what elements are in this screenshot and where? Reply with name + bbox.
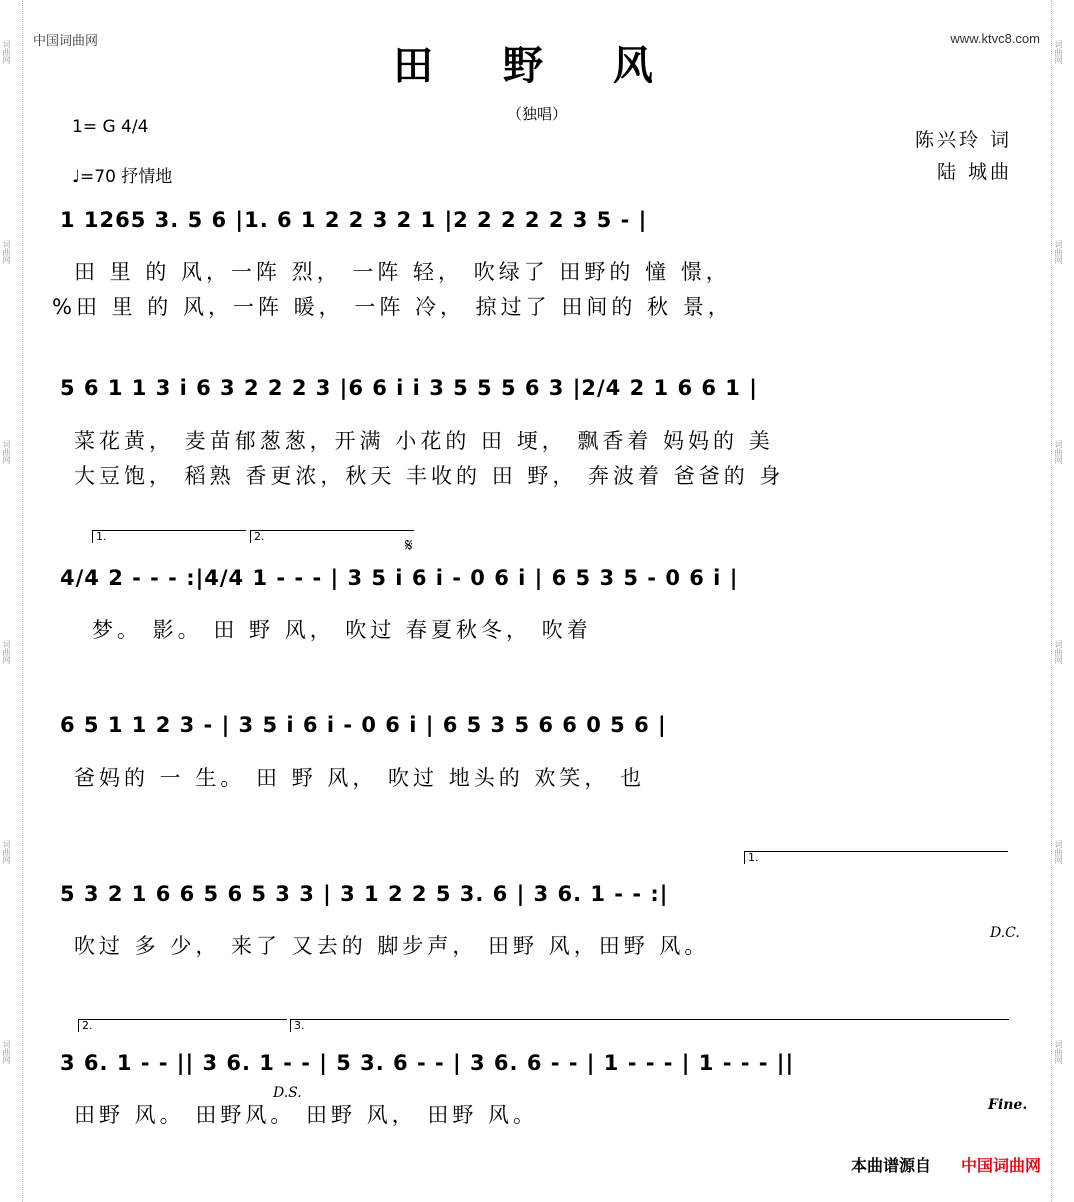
footer-source-label: 本曲谱源自 <box>850 1156 931 1175</box>
lyric-line: 大豆饱， 稻熟 香更浓，秋天 丰收的 田 野， 奔波着 爸爸的 身 <box>74 464 785 488</box>
composer-credit: 陆 城曲 <box>936 161 1012 183</box>
volta-bracket <box>92 530 246 543</box>
volta-bracket <box>290 1019 1009 1032</box>
lyric-line: 梦。 影。 田 野 风， 吹过 春夏秋冬， 吹着 <box>92 618 592 642</box>
volta-bracket <box>250 530 414 543</box>
sidebar-text: 词曲网 <box>1054 640 1063 664</box>
sidebar-text: 词曲网 <box>2 1040 11 1064</box>
sidebar-text: 词曲网 <box>1054 440 1063 464</box>
segno-mark: 𝄋 <box>405 535 413 556</box>
sidebar-text: 词曲网 <box>2 40 11 64</box>
site-watermark-left: 中国词曲网 <box>33 34 99 49</box>
notation-row: 5 6 1 1 3 i 6 3 2 2 2 3 |6 6 i i 3 5 5 5 6 3 |2/4 2 1 6 6 1 | <box>60 376 758 400</box>
volta-label: 2. <box>82 1019 93 1032</box>
song-title: 田 野 风 <box>393 43 681 89</box>
lyric-line: 爸妈的 一 生。 田 野 风， 吹过 地头的 欢笑， 也 <box>74 766 646 790</box>
site-watermark-right: www.ktvc8.com <box>950 31 1040 46</box>
sidebar-text: 词曲网 <box>1054 40 1063 64</box>
tempo-marking: ♩=70 抒情地 <box>72 167 173 187</box>
sidebar-text: 词曲网 <box>2 440 11 464</box>
footer-source-name: 中国词曲网 <box>960 1156 1041 1175</box>
fine-mark: Fine. <box>988 1097 1028 1113</box>
ds-mark: D.S. <box>273 1085 302 1101</box>
notation-row: 3 6. 1 - - || 3 6. 1 - - | 5 3. 6 - - | 3 6. 6 - - | 1 - - - | 1 - - - || <box>60 1051 795 1075</box>
left-sidebar-watermark <box>0 0 23 1202</box>
dc-mark: D.C. <box>990 925 1020 941</box>
lyric-line: 吹过 多 少， 来了 又去的 脚步声， 田野 风，田野 风。 <box>74 934 710 958</box>
song-subtitle: （独唱） <box>506 105 567 123</box>
volta-label: 1. <box>96 530 107 543</box>
notation-row: 5 3 2 1 6 6 5 6 5 3 3 | 3 1 2 2 5 3. 6 | 3 6. 1 - - :| <box>60 882 669 906</box>
sidebar-text: 词曲网 <box>1054 840 1063 864</box>
sidebar-text: 词曲网 <box>2 640 11 664</box>
notation-row: 4/4 2 - - - :|4/4 1 - - - | 3 5 i 6 i - 0 6 i | 6 5 3 5 - 0 6 i | <box>60 566 739 590</box>
lyric-line: 田野 风。 田野风。 田野 风， 田野 风。 <box>74 1103 539 1127</box>
volta-label: 1. <box>748 851 759 864</box>
lyric-line: 田 里 的 风，一阵 烈， 一阵 轻， 吹绿了 田野的 憧 憬， <box>74 260 731 284</box>
sidebar-text: 词曲网 <box>1054 240 1063 264</box>
notation-row: 6 5 1 1 2 3 - | 3 5 i 6 i - 0 6 i | 6 5 3 5 6 6 0 5 6 | <box>60 713 667 737</box>
volta-bracket <box>78 1019 287 1032</box>
key-signature: 1= G 4/4 <box>72 117 149 137</box>
volta-bracket <box>744 851 1008 864</box>
sidebar-text: 词曲网 <box>2 240 11 264</box>
volta-label: 3. <box>294 1019 305 1032</box>
volta-label: 2. <box>254 530 265 543</box>
lyric-line: %田 里 的 风，一阵 暖， 一阵 冷， 掠过了 田间的 秋 景， <box>52 295 733 319</box>
right-sidebar-watermark <box>1051 0 1074 1202</box>
sidebar-text: 词曲网 <box>2 840 11 864</box>
lyric-line: 菜花黄， 麦苗郁葱葱，开满 小花的 田 埂， 飘香着 妈妈的 美 <box>74 429 774 453</box>
sidebar-text: 词曲网 <box>1054 1040 1063 1064</box>
notation-row: 1 1265 3. 5 6 |1. 6 1 2 2 3 2 1 |2 2 2 2 2 3 5 - | <box>60 208 648 232</box>
lyricist-credit: 陈兴玲 词 <box>914 129 1012 151</box>
